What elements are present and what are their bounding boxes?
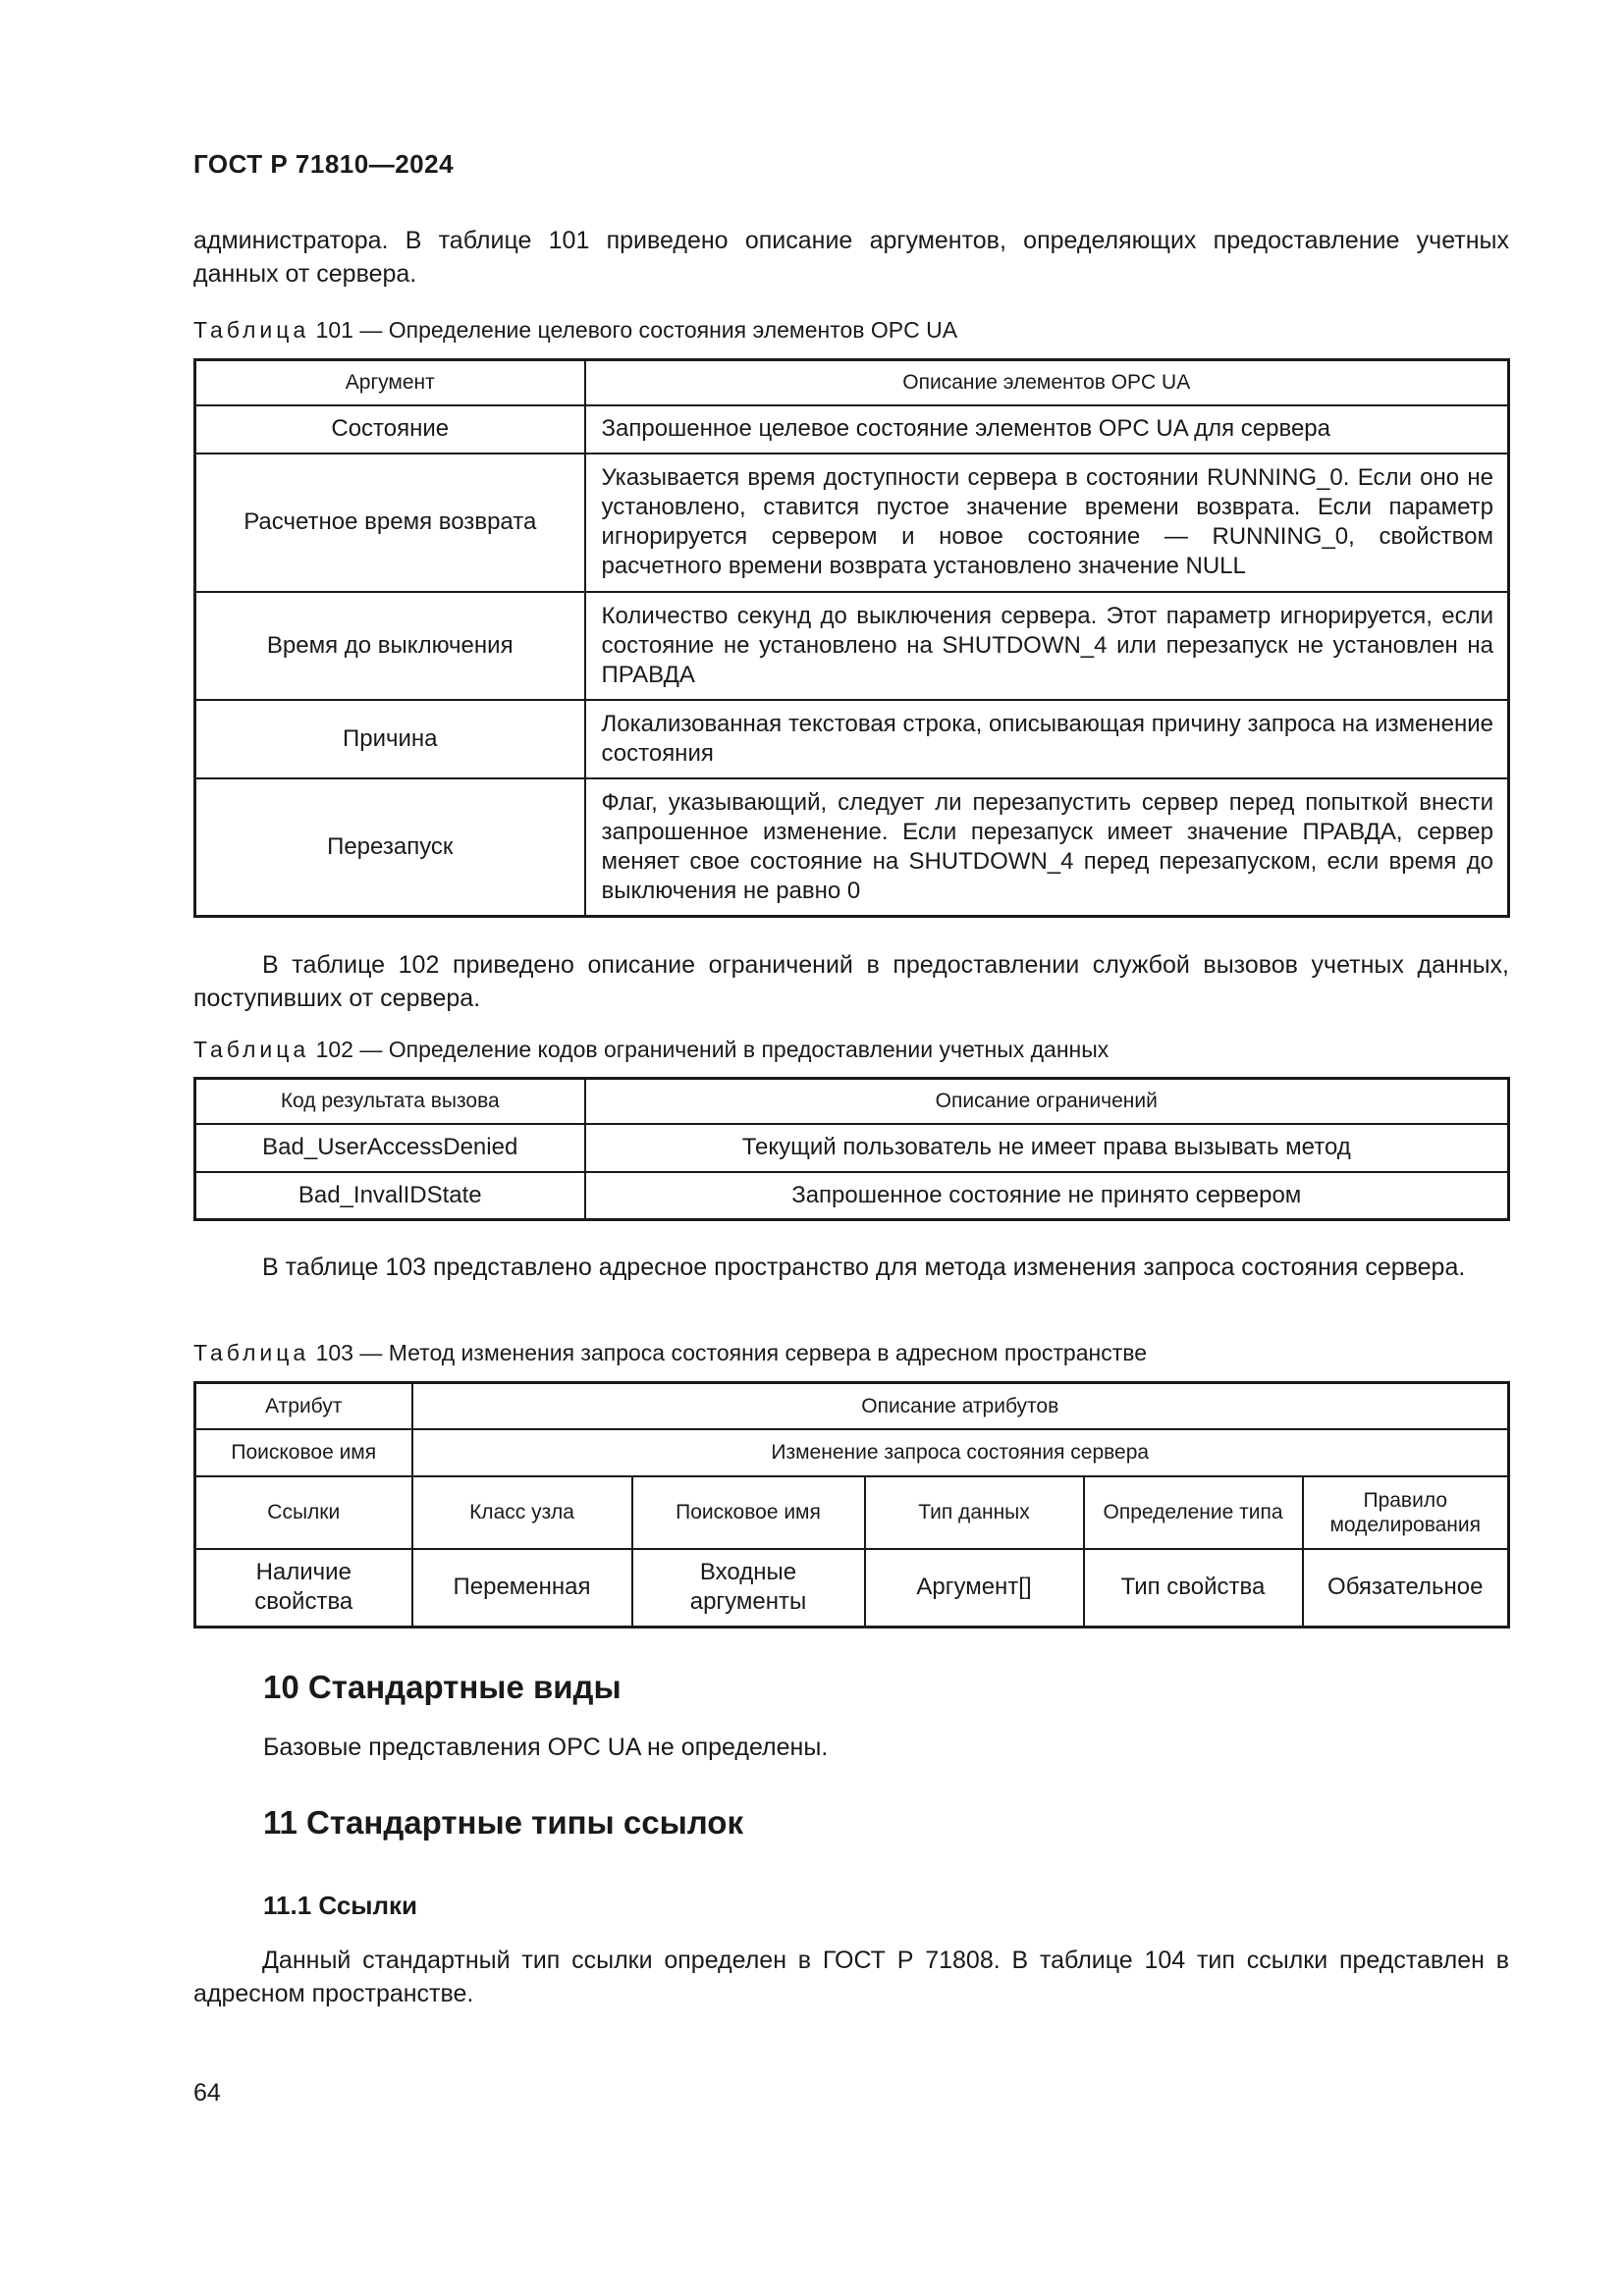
table101-arg-cell: Расчетное время возврата (195, 454, 585, 592)
table-row (195, 1124, 1509, 1172)
table-103 (193, 1381, 1510, 1629)
table103-ref-cell: Обязательное (1303, 1549, 1509, 1628)
section-11-title: 11 Стандартные типы ссылок (263, 1804, 743, 1841)
table102-desc-cell: Запрошенное состояние не принято сервером (585, 1172, 1509, 1220)
table101-caption-word: Таблица (193, 317, 310, 343)
table103-ref-header-node-class: Класс узла (412, 1476, 632, 1549)
table103-attribute-desc-label: Описание атрибутов (412, 1383, 1509, 1429)
table102-code-cell: Bad_UserAccessDenied (195, 1124, 585, 1172)
table101-desc-cell: Запрошенное целевое состояние элементов OPC UA для сервера (585, 405, 1509, 454)
table101-desc-cell: Флаг, указывающий, следует ли перезапустить сервер перед попыткой внести запрошенное изменение. Если перезапуск имеет значение ПРАВДА, сервер меняет свое состояние на SHUTDOWN_4 перед перезапуском, если время до выключения не равно 0 (585, 778, 1509, 917)
table101-header-description: Описание элементов OPC UA (585, 360, 1509, 405)
table103-ref-cell: Аргумент[] (865, 1549, 1084, 1628)
section-10-title: 10 Стандартные виды (263, 1669, 622, 1705)
section-11-1-text: Данный стандартный тип ссылки определен в ГОСТ Р 71808. В таблице 104 тип ссылки представлен в адресном пространстве. (193, 1947, 1509, 2007)
table103-browse-name-row (195, 1429, 1509, 1476)
section-11-1-title: 11.1 Ссылки (263, 1891, 418, 1920)
table103-ref-header-modelling-rule: Правило моделирования (1303, 1476, 1509, 1549)
table103-ref-cell: Переменная (412, 1549, 632, 1628)
table-row (195, 405, 1509, 454)
table101-desc-cell: Локализованная текстовая строка, описывающая причину запроса на изменение состояния (585, 700, 1509, 778)
table103-ref-cell: Тип свойства (1084, 1549, 1303, 1628)
table103-attribute-row (195, 1383, 1509, 1429)
table103-ref-header-references: Ссылки (195, 1476, 412, 1549)
table101-caption-text: 101 — Определение целевого состояния элементов OPC UA (315, 317, 958, 343)
table103-browse-name-label: Поисковое имя (195, 1429, 412, 1476)
section-10-text: Базовые представления OPC UA не определены. (263, 1734, 829, 1761)
table103-caption-text: 103 — Метод изменения запроса состояния сервера в адресном пространстве (315, 1340, 1148, 1365)
table102-header-row (195, 1079, 1509, 1124)
table101-desc-cell: Количество секунд до выключения сервера. Этот параметр игнорируется, если состояние не установлено на SHUTDOWN_4 или перезапуск не установлен на ПРАВДА (585, 592, 1509, 700)
table103-ref-header-type-definition: Определение типа (1084, 1476, 1303, 1549)
table102-code-cell: Bad_InvalIDState (195, 1172, 585, 1220)
document-standard-header: ГОСТ Р 71810—2024 (193, 149, 455, 179)
table101-caption (193, 317, 957, 344)
table103-caption (193, 1340, 1147, 1366)
table-102 (193, 1077, 1510, 1221)
table103-ref-header-browse-name: Поисковое имя (632, 1476, 865, 1549)
table-101 (193, 358, 1510, 918)
intro-paragraph: администратора. В таблице 101 приведено описание аргументов, определяющих предоставление учетных данных от сервера. (193, 227, 1509, 288)
table103-references-header-row (195, 1476, 1509, 1549)
table102-caption-word: Таблица (193, 1037, 310, 1062)
table101-arg-cell: Перезапуск (195, 778, 585, 917)
table101-header-argument: Аргумент (195, 360, 585, 405)
table101-desc-cell: Указывается время доступности сервера в состоянии RUNNING_0. Если оно не установлено, ставится пустое значение времени возврата. Если параметр игнорируется сервером и новое состояние — RUNNING_0, свойством расчетного времени возврата установлено значение NULL (585, 454, 1509, 592)
table103-browse-name-value: Изменение запроса состояния сервера (412, 1429, 1509, 1476)
page-number: 64 (193, 2079, 221, 2107)
table102-caption-text: 102 — Определение кодов ограничений в предоставлении учетных данных (315, 1037, 1110, 1062)
table101-arg-cell: Время до выключения (195, 592, 585, 700)
paragraph-103: В таблице 103 представлено адресное пространство для метода изменения запроса состояния сервера. (262, 1254, 1466, 1281)
table103-ref-cell: Входные аргументы (632, 1549, 865, 1628)
table102-header-description: Описание ограничений (585, 1079, 1509, 1124)
table-row (195, 700, 1509, 778)
table103-attribute-label: Атрибут (195, 1383, 412, 1429)
table102-desc-cell: Текущий пользователь не имеет права вызывать метод (585, 1124, 1509, 1172)
table103-ref-cell: Наличие свойства (195, 1549, 412, 1628)
table103-ref-header-data-type: Тип данных (865, 1476, 1084, 1549)
table-row (195, 1549, 1509, 1628)
table-row (195, 778, 1509, 917)
table101-arg-cell: Причина (195, 700, 585, 778)
table102-caption (193, 1037, 1109, 1063)
table102-header-code: Код результата вызова (195, 1079, 585, 1124)
table-row (195, 454, 1509, 592)
table101-header-row (195, 360, 1509, 405)
table-row (195, 592, 1509, 700)
table103-caption-word: Таблица (193, 1340, 310, 1365)
table-row (195, 1172, 1509, 1220)
table101-arg-cell: Состояние (195, 405, 585, 454)
paragraph-102: В таблице 102 приведено описание ограничений в предоставлении службой вызовов учетных данных, поступивших от сервера. (193, 951, 1509, 1012)
